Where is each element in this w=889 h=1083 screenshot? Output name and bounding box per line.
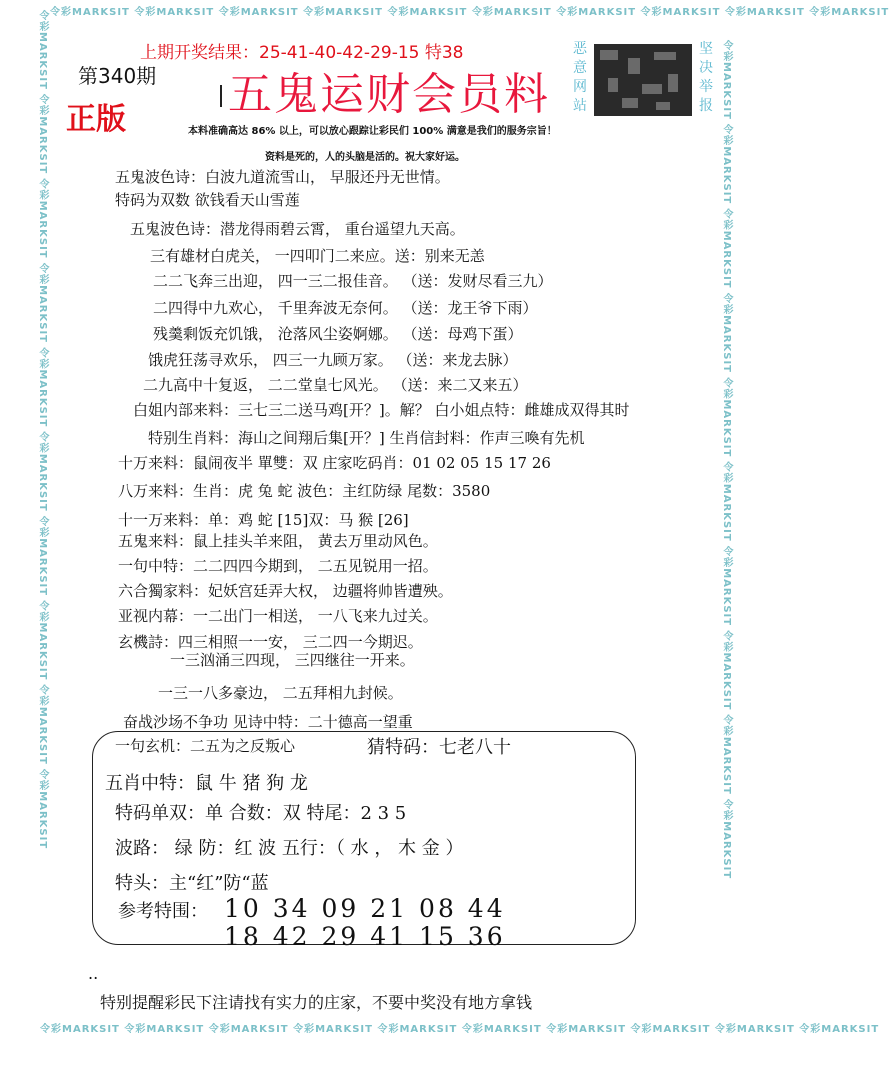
text-line: 十万来料：鼠闹夜半 單雙：双 庄家吃码肖：01 02 05 15 17 26 xyxy=(118,454,551,472)
box-line: 特码单双：单 合数：双 特尾：2 3 5 xyxy=(115,803,407,824)
text-line: 十一万来料：单：鸡 蛇 [15]双：马 猴 [26] xyxy=(118,511,409,529)
text-line: 亚视内幕：一二出门一相送， 一八飞来九过关。 xyxy=(118,607,438,625)
text-line: 六合獨家料：妃妖宫廷弄大权， 边疆将帅皆遭殃。 xyxy=(118,582,453,600)
tagline-luck: 资料是死的，人的头脑是活的。祝大家好运。 xyxy=(265,152,465,163)
left-vertical-slogan: 恶意网站 xyxy=(573,41,587,114)
box-line: 五肖中特：鼠 牛 猪 狗 龙 xyxy=(105,773,308,794)
border-watermark-left: 令彩MARKSIT 令彩MARKSIT 令彩MARKSIT 令彩MARKSIT 令彩MARKSIT 令彩MARKSIT 令彩MARKSIT 令彩MARKSIT 令彩MARKSIT 令彩MARKSIT xyxy=(37,10,48,850)
text-line: 饿虎狂荡寻欢乐， 四三一九顾万家。 （送：来龙去脉） xyxy=(148,351,518,369)
text-line: 一三一八多豪边， 二五拜相九封候。 xyxy=(158,684,403,702)
box-line: 波路： 绿 防：红 波 五行：（ 水 ， 木 金 ） xyxy=(115,838,464,859)
border-watermark-right: 令彩MARKSIT 令彩MARKSIT 令彩MARKSIT 令彩MARKSIT 令彩MARKSIT 令彩MARKSIT 令彩MARKSIT 令彩MARKSIT 令彩MARKSIT 令彩MARKSIT xyxy=(721,40,732,880)
border-watermark-bottom: 令彩MARKSIT 令彩MARKSIT 令彩MARKSIT 令彩MARKSIT 令彩MARKSIT 令彩MARKSIT 令彩MARKSIT 令彩MARKSIT 令彩MARKSIT 令彩MARKSIT xyxy=(40,1024,880,1035)
page-title: 五鬼运财会员料 xyxy=(228,69,550,120)
title-divider xyxy=(220,85,222,107)
text-line: 五鬼波色诗：白波九道流雪山， 早服还丹无世情。 xyxy=(115,168,450,186)
box-numbers: 10 34 09 21 08 44 xyxy=(224,894,506,923)
box-line-label: 参考特围： xyxy=(118,901,208,922)
last-draw-result: 上期开奖结果：25-41-40-42-29-15 特38 xyxy=(140,43,464,63)
text-line: 白姐内部来料：三七三二送马鸡[开？]。解？ 白小姐点特：雌雄成双得其时 xyxy=(133,401,630,419)
text-line: 一句中特：二二四四今期到， 二五见锐用一招。 xyxy=(118,557,438,575)
marker-dots: .. xyxy=(88,964,99,983)
text-line: 玄機詩：四三相照一一安， 三二四一今期迟。 xyxy=(118,633,423,651)
text-line: 特码为双数 欲钱看天山雪莲 xyxy=(115,191,300,209)
text-line: 一三汹涌三四现， 三四继往一开来。 xyxy=(170,651,415,669)
text-line: 二二飞奔三出迎， 四一三二报佳音。 （送：发财尽看三九） xyxy=(153,272,553,290)
issue-number: 第340期 xyxy=(78,64,157,88)
text-line: 五鬼来料：鼠上挂头羊来阻， 黄去万里动风色。 xyxy=(118,532,438,550)
text-line: 五鬼波色诗：潜龙得雨碧云霄， 重台遥望九天高。 xyxy=(130,220,465,238)
edition-label: 正版 xyxy=(66,102,126,137)
text-line: 奋战沙场不争功 见诗中特：二十德高一望重 xyxy=(123,713,413,731)
text-line: 二四得中九欢心， 千里奔波无奈何。 （送：龙王爷下雨） xyxy=(153,299,538,317)
footer-note: 特别提醒彩民下注请找有实力的庄家，不要中奖没有地方拿钱 xyxy=(100,993,533,1012)
text-line: 三有雄材白虎关， 一四叩门二来应。送：别来无恙 xyxy=(150,247,485,265)
qr-code-image xyxy=(594,44,692,116)
text-line: 二九高中十复返， 二二堂皇七风光。 （送：来二又来五） xyxy=(143,376,528,394)
right-vertical-slogan: 坚决举报 xyxy=(699,41,713,114)
box-line: 特头：主“红”防“蓝 xyxy=(115,873,269,894)
box-numbers: 18 42 29 41 15 36 xyxy=(224,922,506,951)
text-line: 残羹剩饭充饥饿， 沧落风尘姿婀娜。 （送：母鸡下蛋） xyxy=(153,325,523,343)
text-line: 八万来料：生肖：虎 兔 蛇 波色：主红防绿 尾数：3580 xyxy=(118,482,491,500)
box-line: 猜特码：七老八十 xyxy=(367,737,511,758)
tagline-accuracy: 本料准确高达 86% 以上，可以放心跟踪让彩民们 100% 满意是我们的服务宗旨！ xyxy=(188,126,557,137)
text-line: 特别生肖料：海山之间翔后集[开？] 生肖信封料：作声三喚有先机 xyxy=(148,429,585,447)
border-watermark-top: 令彩MARKSIT 令彩MARKSIT 令彩MARKSIT 令彩MARKSIT 令彩MARKSIT 令彩MARKSIT 令彩MARKSIT 令彩MARKSIT 令彩MARKSIT 令彩MARKSIT xyxy=(50,7,889,18)
box-line: 一句玄机：二五为之反叛心 xyxy=(115,737,296,755)
